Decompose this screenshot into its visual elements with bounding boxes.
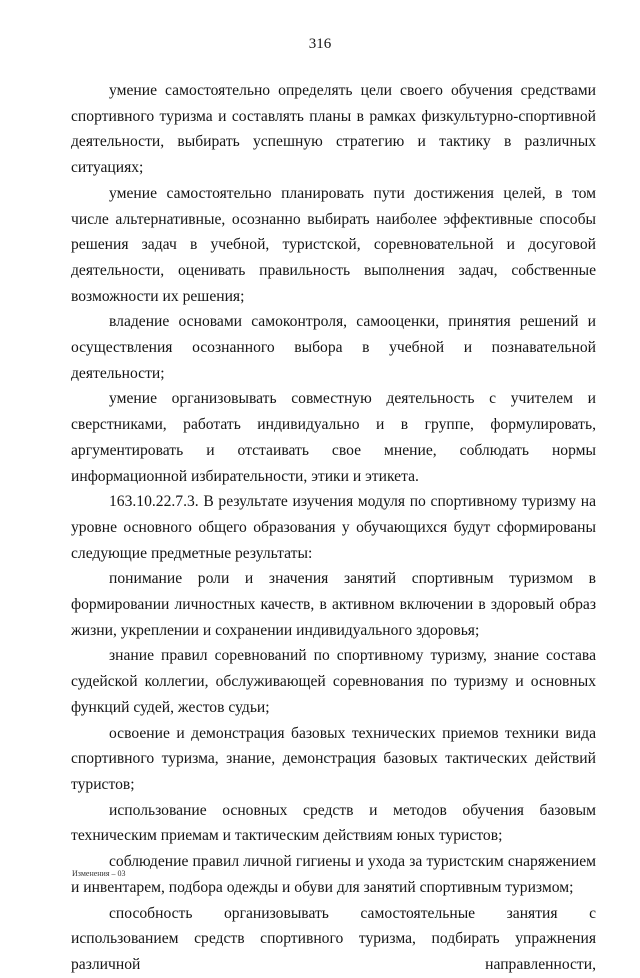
footer-revision-note: Изменения – 03: [72, 869, 126, 878]
paragraph: 163.10.22.7.3. В результате изучения модуля по спортивному туризму на уровне основного общего образования у обучающихся будут сформированы следующие предметные результаты:: [71, 493, 596, 562]
paragraph: способность организовывать самостоятельные занятия с использованием средств спортивного туризма, подбирать упражнения различной направленности,: [71, 904, 596, 973]
paragraph: знание правил соревнований по спортивному туризму, знание состава судейской коллегии, обслуживающей соревнования по туризму и основных функций судей, жестов судьи;: [71, 647, 596, 716]
paragraph: умение организовывать совместную деятельность с учителем и сверстниками, работать индивидуально и в группе, формулировать, аргументировать и отстаивать свое мнение, соблюдать нормы информационной избирательности, этики и этикета.: [71, 390, 596, 485]
page-number: 316: [308, 36, 332, 52]
paragraph: владение основами самоконтроля, самооценки, принятия решений и осуществления осознанного выбора в учебной и познавательной деятельности;: [71, 313, 596, 382]
paragraph: умение самостоятельно определять цели своего обучения средствами спортивного туризма и составлять планы в рамках физкультурно-спортивной деятельности, выбирать успешную стратегию и тактику в различных ситуациях;: [71, 82, 596, 177]
body-text: [71, 78, 596, 978]
paragraph: умение самостоятельно планировать пути достижения целей, в том числе альтернативные, осознанно выбирать наиболее эффективные способы решения задач в учебной, туристской, соревновательной и досуговой деятельности, оценивать правильность выполнения задач, собственные возможности их решения;: [71, 184, 596, 305]
paragraph: использование основных средств и методов обучения базовым техническим приемам и тактическим действиям юных туристов;: [71, 801, 596, 845]
paragraph: соблюдение правил личной гигиены и ухода за туристским снаряжением и инвентарем, подбора одежды и обуви для занятий спортивным туризмом;: [71, 853, 596, 896]
paragraph: освоение и демонстрация базовых технических приемов техники вида спортивного туризма, знание, демонстрация базовых тактических действий туристов;: [71, 724, 596, 793]
paragraph: понимание роли и значения занятий спортивным туризмом в формировании личностных качеств, в активном включении в здоровый образ жизни, укреплении и сохранении индивидуального здоровья;: [71, 570, 596, 639]
